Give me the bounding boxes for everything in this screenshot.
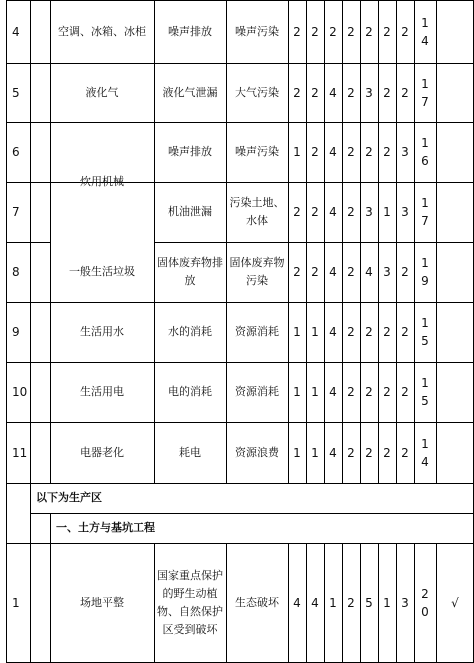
- score-cell: 2: [347, 24, 355, 39]
- score-cell: 4: [293, 595, 301, 610]
- score-cell: 1: [329, 595, 337, 610]
- score-cell: 1: [383, 205, 391, 219]
- score-cell: 2: [365, 445, 373, 460]
- score-cell: 3: [365, 205, 373, 219]
- score-cell: 2: [401, 325, 409, 339]
- score-cell: 2: [365, 385, 373, 399]
- total-score-cell-line: 9: [421, 274, 429, 288]
- score-cell: 2: [347, 445, 355, 460]
- score-cell: 4: [329, 145, 337, 159]
- significance-mark: [436, 362, 474, 422]
- score-cell: 2: [347, 325, 355, 339]
- activity-cell: 场地平整: [80, 595, 124, 609]
- score-cell: 1: [293, 325, 301, 339]
- score-cell: 2: [347, 85, 355, 100]
- total-score-cell-line: 1: [421, 196, 429, 210]
- subsection-heading: 一、土方与基坑工程: [56, 521, 155, 534]
- total-score-cell-line: 1: [421, 436, 429, 451]
- significance-mark: [436, 302, 474, 362]
- impact-cell-line: 污染: [246, 274, 268, 287]
- total-score-cell: [414, 362, 436, 422]
- score-cell: 2: [347, 595, 355, 610]
- score-cell: 2: [347, 265, 355, 279]
- total-score-cell-line: 5: [421, 394, 429, 408]
- impact-cell: 大气污染: [235, 85, 279, 99]
- score-cell: 2: [311, 205, 319, 219]
- total-score-cell-line: 7: [421, 94, 429, 109]
- activity-cell: 一般生活垃圾: [69, 265, 135, 278]
- factor-cell: 机油泄漏: [168, 205, 212, 218]
- total-score-cell-line: 1: [421, 316, 429, 330]
- activity-cell: 空调、冰箱、冰柜: [58, 24, 146, 38]
- score-cell: 2: [293, 265, 301, 279]
- total-score-cell: [414, 182, 436, 242]
- score-cell: 2: [365, 145, 373, 159]
- score-cell: 2: [347, 385, 355, 399]
- score-cell: 2: [293, 205, 301, 219]
- total-score-cell-line: 1: [421, 15, 429, 30]
- row-number: 6: [12, 145, 20, 159]
- score-cell: 2: [347, 145, 355, 159]
- significance-mark: [436, 242, 474, 302]
- row-number: 1: [12, 595, 20, 610]
- row-number: 4: [12, 24, 20, 39]
- factor-cell: 水的消耗: [168, 325, 212, 338]
- score-cell: 2: [293, 85, 301, 100]
- score-cell: 4: [311, 595, 319, 610]
- activity-cell: 生活用水: [80, 325, 124, 338]
- score-cell: 4: [365, 265, 373, 279]
- score-cell: 2: [329, 24, 337, 39]
- factor-cell: 液化气泄漏: [162, 85, 218, 99]
- significance-mark: √: [451, 595, 459, 610]
- row-number: 10: [12, 385, 28, 399]
- total-score-cell-line: 2: [421, 586, 429, 601]
- score-cell: 2: [293, 24, 301, 39]
- score-cell: 2: [311, 265, 319, 279]
- factor-cell: 噪声排放: [168, 24, 212, 38]
- significance-mark: [436, 182, 474, 242]
- significance-mark: [436, 63, 474, 122]
- section-heading: 以下为生产区: [36, 491, 102, 504]
- score-cell: 1: [311, 385, 319, 399]
- score-cell: 2: [311, 24, 319, 39]
- activity-cell-merged: 炊用机械: [80, 175, 124, 188]
- total-score-cell: [414, 422, 436, 483]
- row-number: 11: [12, 445, 28, 460]
- total-score-cell-line: 0: [421, 604, 429, 619]
- score-cell: 1: [311, 445, 319, 460]
- score-cell: 3: [401, 205, 409, 219]
- total-score-cell-line: 7: [421, 214, 429, 228]
- factor-cell-line: 的野生动植: [162, 586, 218, 600]
- impact-cell: [226, 242, 288, 302]
- score-cell: 5: [365, 595, 373, 610]
- column-divider: [50, 513, 51, 543]
- impact-cell-line: 水体: [246, 214, 268, 227]
- row-number: 5: [12, 85, 20, 100]
- factor-cell-line: 放: [184, 274, 196, 287]
- impact-cell: 噪声污染: [235, 145, 279, 158]
- total-score-cell-line: 1: [421, 136, 429, 150]
- score-cell: 1: [293, 145, 301, 159]
- factor-cell: [154, 242, 226, 302]
- score-cell: 2: [401, 265, 409, 279]
- score-cell: 2: [383, 85, 391, 100]
- score-cell: 2: [401, 445, 409, 460]
- factor-cell-line: 固体废弃物排: [157, 256, 223, 269]
- factor-cell: 耗电: [179, 445, 201, 459]
- score-cell: 1: [383, 595, 391, 610]
- total-score-cell-line: 1: [421, 76, 429, 91]
- total-score-cell-line: 1: [421, 256, 429, 270]
- impact-cell: 生态破坏: [235, 595, 279, 609]
- activity-cell: 液化气: [85, 85, 119, 99]
- score-cell: 2: [383, 385, 391, 399]
- score-cell: 2: [383, 24, 391, 39]
- factor-cell: 噪声排放: [168, 145, 212, 158]
- factor-cell-line: 物、自然保护: [157, 604, 223, 618]
- total-score-cell: [414, 63, 436, 122]
- total-score-cell: [414, 0, 436, 63]
- score-cell: 3: [401, 145, 409, 159]
- score-cell: 2: [347, 205, 355, 219]
- significance-mark: [436, 422, 474, 483]
- score-cell: 4: [329, 325, 337, 339]
- factor-cell-line: 区受到破坏: [162, 622, 218, 636]
- impact-cell-line: 污染土地、: [229, 196, 285, 209]
- factor-cell-line: 国家重点保护: [157, 568, 223, 582]
- score-cell: 4: [329, 85, 337, 100]
- total-score-cell-line: 6: [421, 154, 429, 168]
- score-cell: 3: [365, 85, 373, 100]
- score-cell: 2: [365, 24, 373, 39]
- score-cell: 2: [401, 24, 409, 39]
- score-cell: 2: [401, 85, 409, 100]
- total-score-cell-line: 5: [421, 334, 429, 348]
- impact-cell: 资源消耗: [235, 385, 279, 398]
- score-cell: 4: [329, 265, 337, 279]
- score-cell: 2: [383, 325, 391, 339]
- total-score-cell: [414, 242, 436, 302]
- score-cell: 3: [383, 265, 391, 279]
- row-number: 8: [12, 265, 20, 279]
- significance-mark: [436, 0, 474, 63]
- significance-mark: [436, 122, 474, 182]
- impact-cell: [226, 182, 288, 242]
- score-cell: 1: [311, 325, 319, 339]
- score-cell: 3: [401, 595, 409, 610]
- total-score-cell-line: 1: [421, 376, 429, 390]
- score-cell: 4: [329, 445, 337, 460]
- impact-cell: 噪声污染: [235, 24, 279, 38]
- score-cell: 4: [329, 385, 337, 399]
- score-cell: 4: [329, 205, 337, 219]
- row-number: 9: [12, 325, 20, 339]
- impact-cell: 资源浪费: [235, 445, 279, 459]
- score-cell: 2: [365, 325, 373, 339]
- score-cell: 2: [311, 85, 319, 100]
- impact-cell-line: 固体废弃物: [229, 256, 285, 269]
- score-cell: 2: [383, 445, 391, 460]
- total-score-cell: [414, 122, 436, 182]
- total-score-cell: [414, 302, 436, 362]
- total-score-cell-line: 4: [421, 33, 429, 48]
- impact-cell: 资源消耗: [235, 325, 279, 338]
- activity-cell: 生活用电: [80, 385, 124, 398]
- score-cell: 1: [293, 445, 301, 460]
- score-cell: 2: [383, 145, 391, 159]
- row-number: 7: [12, 205, 20, 219]
- factor-cell: 电的消耗: [168, 385, 212, 398]
- score-cell: 2: [311, 145, 319, 159]
- activity-cell: 电器老化: [80, 445, 124, 459]
- total-score-cell: [414, 543, 436, 662]
- score-cell: 1: [293, 385, 301, 399]
- total-score-cell-line: 4: [421, 454, 429, 469]
- score-cell: 2: [401, 385, 409, 399]
- factor-cell: [154, 543, 226, 662]
